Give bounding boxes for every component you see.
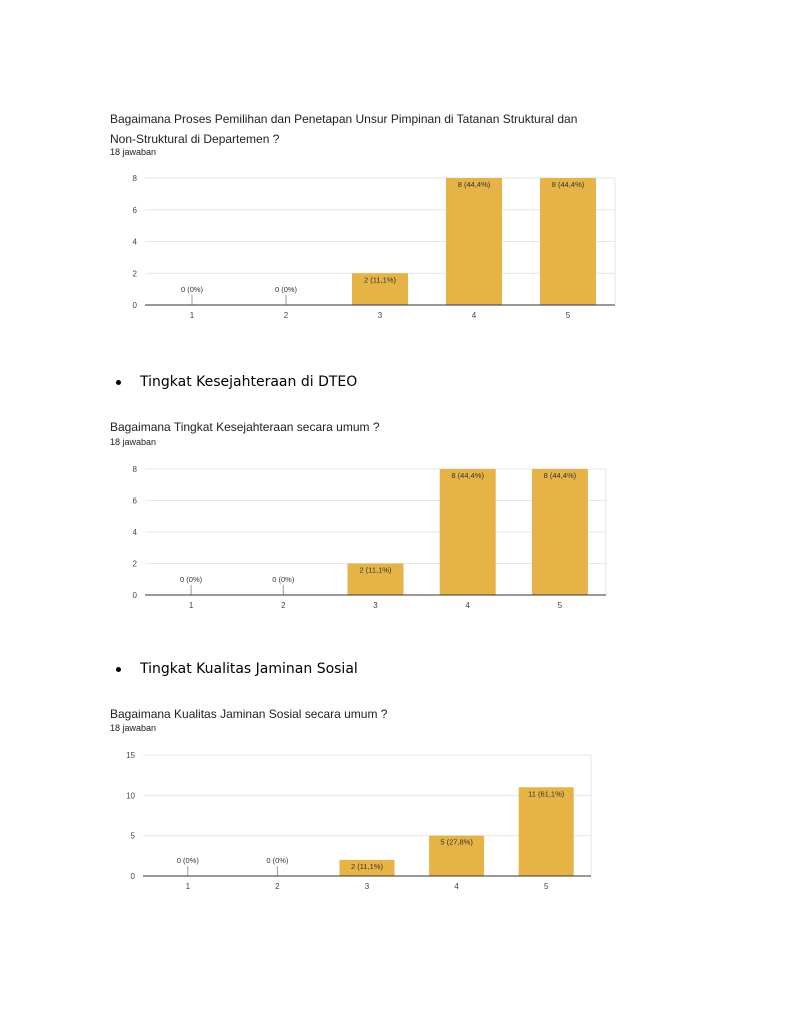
x-tick-label: 1 (188, 601, 194, 610)
x-tick-label: 5 (557, 601, 563, 610)
data-label: 5 (27,8%) (440, 837, 473, 847)
y-tick-label: 0 (132, 591, 137, 600)
y-tick-label: 6 (132, 496, 137, 506)
y-tick-label: 8 (132, 174, 137, 183)
bullet-icon (116, 380, 121, 385)
y-tick-label: 4 (132, 237, 137, 247)
data-label: 0 (0%) (180, 285, 204, 294)
data-label: 0 (0%) (266, 856, 289, 865)
x-tick-label: 5 (565, 311, 571, 320)
chart-1-plot (0, 165, 791, 325)
y-tick-label: 2 (132, 269, 137, 279)
bar (540, 178, 596, 305)
x-tick-label: 2 (281, 601, 286, 610)
section-heading-text: Tingkat Kesejahteraan di DTEO (140, 374, 358, 390)
x-tick-label: 4 (465, 601, 470, 610)
data-label: 2 (11,1%) (359, 565, 392, 575)
chart-2-subtitle: 18 jawaban (110, 437, 157, 447)
x-tick-label: 1 (189, 311, 195, 320)
y-tick-label: 2 (132, 559, 137, 569)
chart-2-plot (0, 455, 791, 615)
x-tick-label: 2 (283, 311, 289, 320)
y-tick-label: 0 (132, 301, 137, 310)
bar (532, 469, 588, 595)
y-tick-label: 5 (130, 831, 135, 841)
bullet-icon (116, 667, 121, 672)
data-label: 0 (0%) (272, 575, 295, 584)
data-label: 0 (0%) (274, 285, 298, 294)
x-tick-label: 1 (185, 882, 191, 891)
chart-3-subtitle: 18 jawaban (110, 723, 157, 733)
bar (446, 178, 502, 305)
chart-2-title: Bagaimana Tingkat Kesejahteraan secara umum ? (110, 420, 380, 434)
y-tick-label: 4 (132, 528, 137, 537)
data-label: 0 (0%) (180, 575, 203, 584)
chart-3-plot (0, 742, 791, 902)
data-label: 8 (44,4%) (457, 180, 491, 189)
data-label: 0 (0%) (176, 856, 199, 865)
chart-1-title: Bagaimana Proses Pemilihan dan Penetapan Unsur Pimpinan di Tatanan Struktural dan Non-Struktural di Departemen ? (110, 112, 578, 146)
chart-1-subtitle: 18 jawaban (110, 147, 157, 157)
data-label: 8 (44,4%) (543, 471, 577, 480)
data-label: 11 (61,1%) (528, 789, 565, 799)
data-label: 8 (44,4%) (551, 180, 585, 189)
y-tick-label: 8 (132, 465, 137, 474)
x-tick-label: 4 (471, 311, 477, 320)
bar (519, 787, 574, 876)
y-tick-label: 6 (132, 205, 137, 215)
chart-3-title: Bagaimana Kualitas Jaminan Sosial secara umum ? (110, 707, 388, 721)
section-heading-text: Tingkat Kualitas Jaminan Sosial (140, 661, 358, 677)
bar (440, 469, 496, 595)
data-label: 2 (11,1%) (351, 861, 383, 871)
x-tick-label: 3 (377, 311, 383, 320)
y-tick-label: 0 (130, 872, 135, 881)
x-tick-label: 5 (543, 882, 549, 891)
y-tick-label: 10 (126, 791, 135, 801)
x-tick-label: 2 (275, 882, 280, 891)
x-tick-label: 3 (364, 882, 370, 891)
x-tick-label: 4 (454, 882, 459, 891)
y-tick-label: 15 (126, 751, 135, 760)
data-label: 2 (11,1%) (364, 275, 396, 285)
data-label: 8 (44,4%) (451, 471, 484, 480)
x-tick-label: 3 (373, 601, 378, 610)
